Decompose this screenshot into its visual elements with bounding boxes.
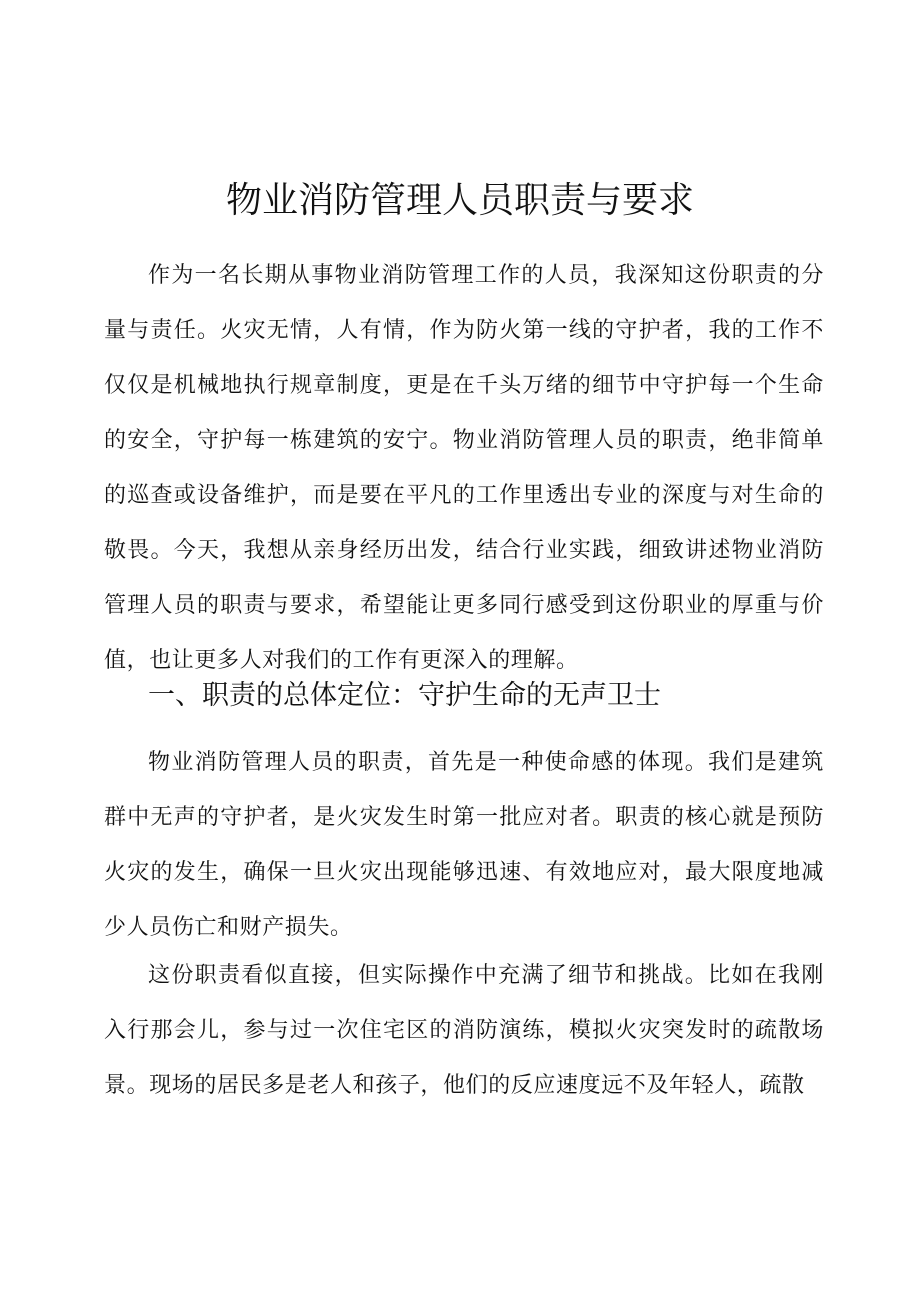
section-heading: 一、职责的总体定位：守护生命的无声卫士 bbox=[148, 680, 661, 711]
body-paragraph: 这份职责看似直接，但实际操作中充满了细节和挑战。比如在我刚入行那会儿，参与过一次住宅区的消防演练，模拟火灾突发时的疏散场景。现场的居民多是老人和孩子，他们的反应速度远不及年轻人，疏散 bbox=[104, 963, 824, 1098]
document-title: 物业消防管理人员职责与要求 bbox=[225, 180, 694, 221]
intro-paragraph: 作为一名长期从事物业消防管理工作的人员，我深知这份职责的分量与责任。火灾无情，人有情，作为防火第一线的守护者，我的工作不仅仅是机械地执行规章制度，更是在千头万绪的细节中守护每一个生命的安全，守护每一栋建筑的安宁。物业消防管理人员的职责，绝非简单的巡查或设备维护，而是要在平凡的工作里透出专业的深度与对生命的敬畏。今天，我想从亲身经历出发，结合行业实践，细致讲述物业消防管理人员的职责与要求，希望能让更多同行感受到这份职业的厚重与价值，也让更多人对我们的工作有更深入的理解。 bbox=[104, 263, 824, 673]
body-paragraph: 物业消防管理人员的职责，首先是一种使命感的体现。我们是建筑群中无声的守护者，是火灾发生时第一批应对者。职责的核心就是预防火灾的发生，确保一旦火灾出现能够迅速、有效地应对，最大限度地减少人员伤亡和财产损失。 bbox=[104, 750, 824, 940]
